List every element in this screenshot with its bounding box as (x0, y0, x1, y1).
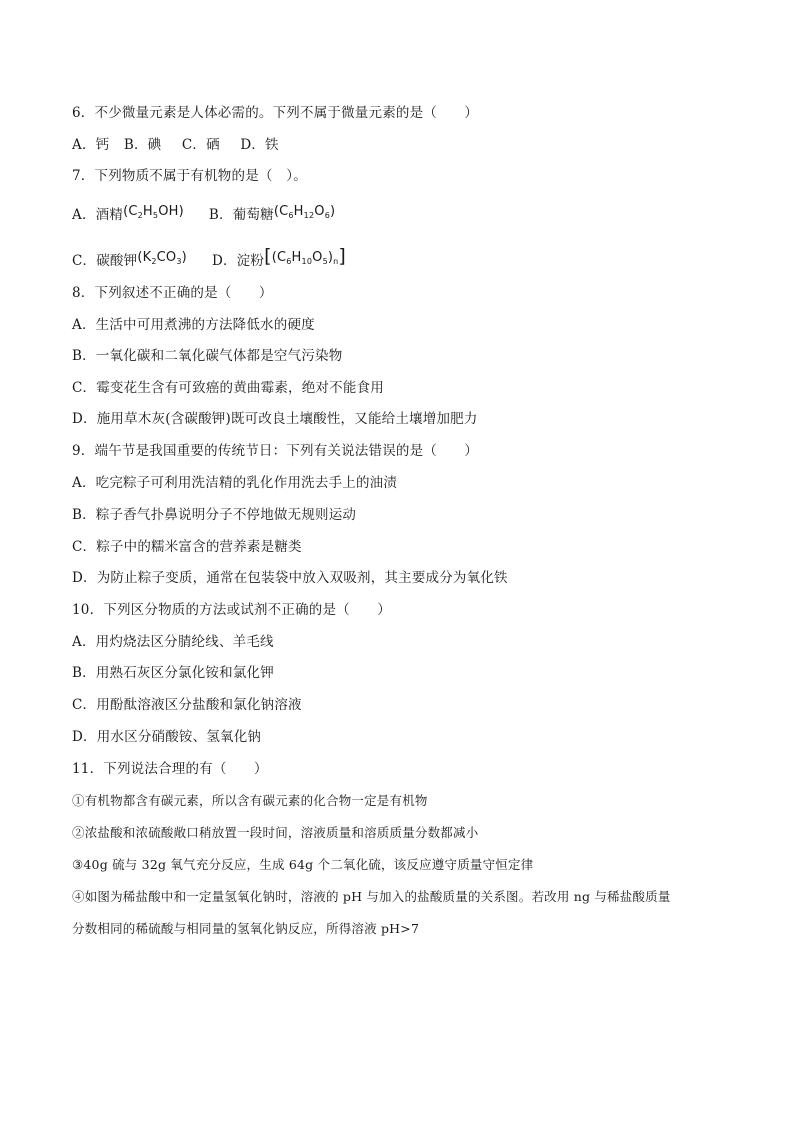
q9-option-c: C．粽子中的糯米富含的营养素是糖类 (72, 539, 302, 555)
q6-stem: 6．不少微量元素是人体必需的。下列不属于微量元素的是（ ） (72, 105, 479, 121)
q6-option-a: A．钙 (72, 137, 110, 153)
q10-option-a: A．用灼烧法区分腈纶线、羊毛线 (72, 634, 274, 650)
q8-option-d: D．施用草木灰(含碳酸钾)既可改良土壤酸性，又能给土壤增加肥力 (72, 411, 478, 427)
q11-statement-2: ②浓盐酸和浓硫酸敞口稍放置一段时间，溶液质量和溶质质量分数都减小 (72, 825, 479, 840)
q6-option-d: D．铁 (240, 137, 279, 153)
q10-option-c: C．用酚酞溶液区分盐酸和氯化钠溶液 (72, 697, 302, 713)
q9-option-b: B．粽子香气扑鼻说明分子不停地做无规则运动 (72, 507, 357, 523)
q7-option-c-label: C．碳酸钾 (72, 253, 138, 269)
q7-option-b-label: B．葡萄糖 (208, 207, 274, 223)
q7-option-a-label: A．酒精 (72, 207, 124, 223)
q6-option-b: B．碘 (123, 137, 162, 153)
q11-statement-4-continued: 分数相同的稀硫酸与相同量的氢氧化钠反应，所得溶液 pH>7 (72, 921, 420, 936)
q9-stem: 9．端午节是我国重要的传统节日：下列有关说法错误的是（ ） (72, 443, 479, 459)
q6-option-c: C．硒 (181, 137, 220, 153)
q9-option-d: D．为防止粽子变质，通常在包装袋中放入双吸剂，其主要成分为氧化铁 (72, 570, 508, 586)
q7-formula-ethanol: $(C_2H_5OH)$ (123, 204, 184, 220)
q8-option-c: C．霉变花生含有可致癌的黄曲霉素，绝对不能食用 (72, 380, 384, 396)
q11-statement-4: ④如图为稀盐酸中和一定量氢氧化钠时，溶液的 pH 与加入的盐酸质量的关系图。若改用 ng 与稀盐酸质量 (72, 889, 671, 904)
q10-stem: 10．下列区分物质的方法或试剂不正确的是（ ） (72, 602, 391, 618)
q6-options (72, 136, 732, 154)
q8-option-a: A．生活中可用煮沸的方法降低水的硬度 (72, 317, 315, 333)
q8-option-b: B．一氧化碳和二氧化碳气体都是空气污染物 (72, 348, 343, 364)
q7-options-cd (72, 245, 732, 275)
q11-statement-3: ③40g 硫与 32g 氧气充分反应，生成 64g 个二氧化硫，该反应遵守质量守恒定律 (72, 857, 534, 872)
q10-option-d: D．用水区分硝酸铵、氢氧化钠 (72, 729, 262, 745)
q7-options-ab (72, 206, 732, 229)
q11-statement-1: ①有机物都含有碳元素，所以含有碳元素的化合物一定是有机物 (72, 793, 428, 808)
q7-option-d-label: D．淀粉 (211, 253, 265, 269)
q7-formula-potassium-carbonate: $(K_2CO_3)$ (137, 250, 187, 266)
q9-option-a: A．吃完粽子可利用洗洁精的乳化作用洗去手上的油渍 (72, 475, 398, 491)
q7-formula-glucose: $(C_6H_{12}O_6)$ (273, 204, 336, 220)
q7-formula-starch: $[(C_6H_{10}O_5)_n]$ (264, 245, 347, 267)
q11-stem: 11．下列说法合理的有（ ） (72, 761, 268, 777)
q7-stem: 7．下列物质不属于有机物的是（ ）。 (72, 168, 307, 184)
q10-option-b: B．用熟石灰区分氯化铵和氯化钾 (72, 665, 274, 681)
q8-stem: 8．下列叙述不正确的是（ ） (72, 285, 273, 301)
